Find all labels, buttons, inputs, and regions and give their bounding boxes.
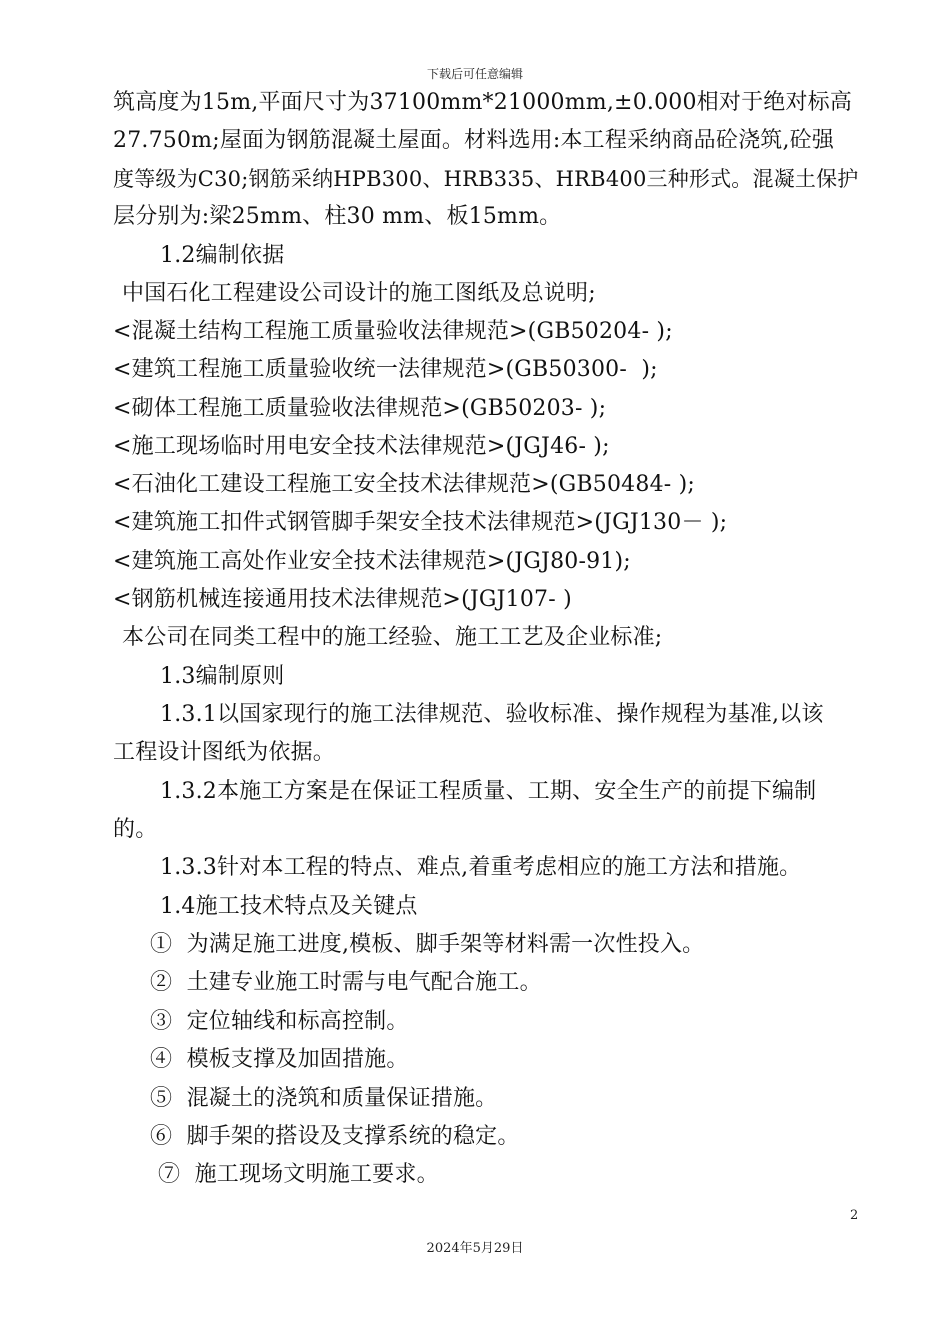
body-line: 工程设计图纸为依据。: [113, 740, 336, 765]
list-item: ⑥ 脚手架的搭设及支撑系统的稳定。: [150, 1124, 520, 1149]
body-line: 1.3.3针对本工程的特点、难点,着重考虑相应的施工方法和措施。: [160, 855, 802, 880]
list-item: ⑦ 施工现场文明施工要求。: [158, 1162, 439, 1187]
page-number: 2: [850, 1208, 859, 1223]
body-line: 中国石化工程建设公司设计的施工图纸及总说明;: [122, 281, 596, 306]
body-line: 的。: [113, 817, 158, 842]
reference-item: <石油化工建设工程施工安全技术法律规范>(GB50484- );: [113, 472, 695, 497]
reference-item: <建筑施工扣件式钢管脚手架安全技术法律规范>(JGJ130－ );: [113, 510, 728, 535]
body-line: 1.3.2本施工方案是在保证工程质量、工期、安全生产的前提下编制: [160, 779, 817, 804]
reference-item: <钢筋机械连接通用技术法律规范>(JGJ107- ): [113, 587, 572, 612]
header-note: 下载后可任意编辑: [426, 67, 523, 81]
list-item: ① 为满足施工进度,模板、脚手架等材料需一次性投入。: [150, 932, 705, 957]
reference-item: <建筑施工高处作业安全技术法律规范>(JGJ80-91);: [113, 549, 631, 574]
list-item: ⑤ 混凝土的浇筑和质量保证措施。: [150, 1086, 498, 1111]
section-heading: 1.3编制原则: [160, 664, 285, 689]
list-item: ② 土建专业施工时需与电气配合施工。: [150, 970, 542, 995]
list-item: ④ 模板支撑及加固措施。: [150, 1047, 409, 1072]
list-item: ③ 定位轴线和标高控制。: [150, 1009, 409, 1034]
body-line: 度等级为C30;钢筋采纳HPB300、HRB335、HRB400三种形式。混凝土保护: [113, 167, 859, 191]
body-line: 本公司在同类工程中的施工经验、施工工艺及企业标准;: [122, 625, 663, 650]
reference-item: <混凝土结构工程施工质量验收法律规范>(GB50204- );: [113, 319, 673, 344]
section-heading: 1.2编制依据: [160, 243, 285, 268]
section-heading: 1.4施工技术特点及关键点: [160, 894, 418, 919]
reference-item: <建筑工程施工质量验收统一法律规范>(GB50300- );: [113, 357, 658, 382]
body-line: 筑高度为15m,平面尺寸为37100mm*21000mm,±0.000相对于绝对标高: [113, 90, 853, 115]
footer-date: 2024年5月29日: [426, 1241, 524, 1256]
reference-item: <砌体工程施工质量验收法律规范>(GB50203- );: [113, 396, 607, 421]
reference-item: <施工现场临时用电安全技术法律规范>(JGJ46- );: [113, 434, 610, 459]
body-line: 1.3.1以国家现行的施工法律规范、验收标准、操作规程为基准,以该: [160, 702, 824, 727]
body-line: 层分别为:梁25mm、柱30 mm、板15mm。: [113, 204, 562, 229]
body-line: 27.750m;屋面为钢筋混凝土屋面。材料选用:本工程采纳商品砼浇筑,砼强: [113, 128, 835, 153]
